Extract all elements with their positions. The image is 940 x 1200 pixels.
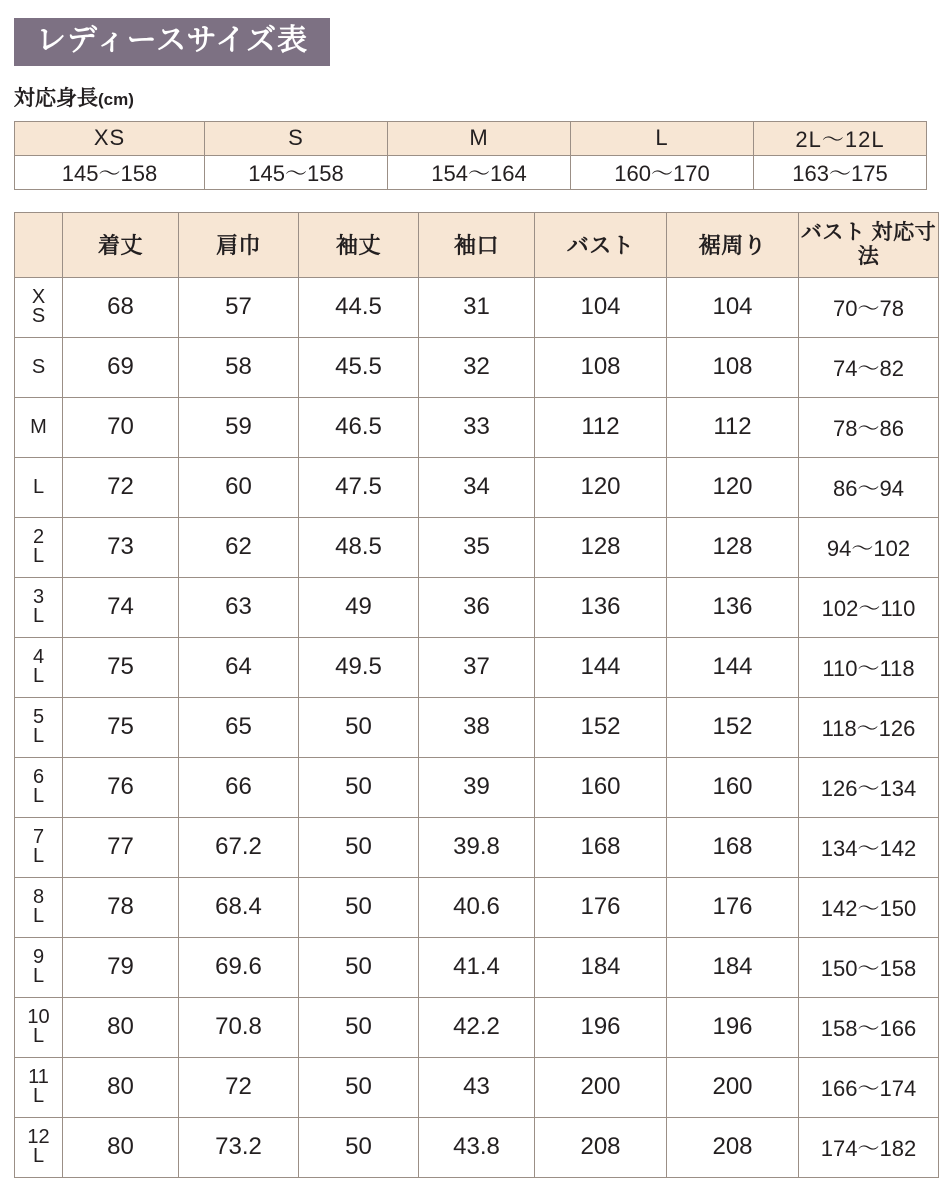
size-line-1: S bbox=[31, 355, 46, 378]
cell-cuff: 40.6 bbox=[419, 877, 535, 937]
row-header-size bbox=[15, 337, 63, 397]
table-row bbox=[15, 697, 939, 757]
height-value: 160〜170 bbox=[571, 155, 754, 189]
cell-dress-length: 76 bbox=[63, 757, 179, 817]
cell-cuff: 34 bbox=[419, 457, 535, 517]
row-header-size bbox=[15, 577, 63, 637]
cell-shoulder-width: 65 bbox=[179, 697, 299, 757]
size-line-2: L bbox=[32, 545, 45, 567]
size-line-1: 7 bbox=[32, 826, 45, 848]
cell-cuff: 39 bbox=[419, 757, 535, 817]
size-line-2: L bbox=[32, 845, 45, 867]
table-row bbox=[15, 817, 939, 877]
cell-bust-fit-range: 118〜126 bbox=[799, 697, 939, 757]
column-header-dress-length: 着丈 bbox=[63, 212, 179, 277]
table-row bbox=[15, 997, 939, 1057]
cell-sleeve-length: 50 bbox=[299, 997, 419, 1057]
size-line-1: 2 bbox=[32, 526, 45, 548]
cell-dress-length: 80 bbox=[63, 1117, 179, 1177]
cell-dress-length: 68 bbox=[63, 277, 179, 337]
height-value: 154〜164 bbox=[388, 155, 571, 189]
cell-bust: 144 bbox=[535, 637, 667, 697]
cell-hem: 176 bbox=[667, 877, 799, 937]
cell-bust-fit-range: 102〜110 bbox=[799, 577, 939, 637]
cell-shoulder-width: 60 bbox=[179, 457, 299, 517]
row-header-size bbox=[15, 997, 63, 1057]
size-line-1: 3 bbox=[32, 586, 45, 608]
size-line-2: L bbox=[32, 965, 45, 987]
height-col-header: XS bbox=[15, 121, 205, 155]
column-header-cuff: 袖口 bbox=[419, 212, 535, 277]
cell-sleeve-length: 45.5 bbox=[299, 337, 419, 397]
measurements-body bbox=[15, 277, 939, 1177]
height-col-header: S bbox=[205, 121, 388, 155]
height-value: 145〜158 bbox=[15, 155, 205, 189]
cell-cuff: 43 bbox=[419, 1057, 535, 1117]
cell-shoulder-width: 57 bbox=[179, 277, 299, 337]
cell-shoulder-width: 63 bbox=[179, 577, 299, 637]
cell-bust-fit-range: 142〜150 bbox=[799, 877, 939, 937]
height-table-header-row bbox=[15, 121, 927, 155]
bust-fit-line-1: バスト bbox=[800, 220, 866, 244]
cell-shoulder-width: 62 bbox=[179, 517, 299, 577]
cell-cuff: 38 bbox=[419, 697, 535, 757]
row-header-size bbox=[15, 757, 63, 817]
table-row bbox=[15, 1057, 939, 1117]
cell-cuff: 33 bbox=[419, 397, 535, 457]
cell-hem: 200 bbox=[667, 1057, 799, 1117]
cell-sleeve-length: 50 bbox=[299, 697, 419, 757]
cell-bust-fit-range: 166〜174 bbox=[799, 1057, 939, 1117]
size-line-2: L bbox=[32, 1025, 45, 1047]
cell-dress-length: 75 bbox=[63, 697, 179, 757]
height-label-unit: (cm) bbox=[98, 89, 134, 109]
table-row bbox=[15, 1117, 939, 1177]
cell-hem: 160 bbox=[667, 757, 799, 817]
cell-bust-fit-range: 150〜158 bbox=[799, 937, 939, 997]
cell-bust-fit-range: 78〜86 bbox=[799, 397, 939, 457]
row-header-size bbox=[15, 1057, 63, 1117]
row-header-size bbox=[15, 877, 63, 937]
size-line-1: 9 bbox=[32, 946, 45, 968]
cell-cuff: 43.8 bbox=[419, 1117, 535, 1177]
cell-shoulder-width: 64 bbox=[179, 637, 299, 697]
cell-cuff: 42.2 bbox=[419, 997, 535, 1057]
cell-bust: 112 bbox=[535, 397, 667, 457]
size-line-2: L bbox=[32, 725, 45, 747]
cell-bust: 176 bbox=[535, 877, 667, 937]
cell-bust-fit-range: 158〜166 bbox=[799, 997, 939, 1057]
cell-bust: 160 bbox=[535, 757, 667, 817]
size-line-2: L bbox=[32, 1085, 45, 1107]
cell-bust: 168 bbox=[535, 817, 667, 877]
cell-sleeve-length: 47.5 bbox=[299, 457, 419, 517]
cell-dress-length: 78 bbox=[63, 877, 179, 937]
cell-hem: 112 bbox=[667, 397, 799, 457]
cell-hem: 104 bbox=[667, 277, 799, 337]
cell-bust: 152 bbox=[535, 697, 667, 757]
cell-dress-length: 80 bbox=[63, 1057, 179, 1117]
measurements-table bbox=[14, 212, 939, 1178]
cell-dress-length: 69 bbox=[63, 337, 179, 397]
cell-hem: 168 bbox=[667, 817, 799, 877]
cell-hem: 152 bbox=[667, 697, 799, 757]
size-line-1: 4 bbox=[32, 646, 45, 668]
cell-bust-fit-range: 134〜142 bbox=[799, 817, 939, 877]
row-header-size bbox=[15, 457, 63, 517]
cell-bust: 200 bbox=[535, 1057, 667, 1117]
cell-hem: 184 bbox=[667, 937, 799, 997]
column-header-bust-fit bbox=[799, 212, 939, 277]
size-line-1: L bbox=[32, 475, 45, 498]
table-row bbox=[15, 337, 939, 397]
cell-shoulder-width: 67.2 bbox=[179, 817, 299, 877]
height-value: 145〜158 bbox=[205, 155, 388, 189]
table-row bbox=[15, 457, 939, 517]
cell-shoulder-width: 59 bbox=[179, 397, 299, 457]
size-line-1: 5 bbox=[32, 706, 45, 728]
size-line-1: M bbox=[30, 415, 47, 438]
cell-hem: 144 bbox=[667, 637, 799, 697]
measurements-header-row bbox=[15, 212, 939, 277]
cell-hem: 108 bbox=[667, 337, 799, 397]
size-line-1: 8 bbox=[32, 886, 45, 908]
size-line-2: L bbox=[32, 1145, 45, 1167]
cell-bust: 184 bbox=[535, 937, 667, 997]
bust-fit-line-2: 対応寸法 bbox=[857, 220, 937, 268]
column-header-sleeve-length: 袖丈 bbox=[299, 212, 419, 277]
cell-sleeve-length: 50 bbox=[299, 817, 419, 877]
cell-sleeve-length: 50 bbox=[299, 937, 419, 997]
height-col-header: 2L〜12L bbox=[754, 121, 927, 155]
cell-bust-fit-range: 70〜78 bbox=[799, 277, 939, 337]
size-line-1: 11 bbox=[28, 1066, 49, 1088]
height-col-header: L bbox=[571, 121, 754, 155]
cell-dress-length: 70 bbox=[63, 397, 179, 457]
size-line-2: L bbox=[32, 785, 45, 807]
height-col-header: M bbox=[388, 121, 571, 155]
column-header-shoulder-width: 肩巾 bbox=[179, 212, 299, 277]
cell-bust-fit-range: 174〜182 bbox=[799, 1117, 939, 1177]
cell-sleeve-length: 50 bbox=[299, 877, 419, 937]
cell-cuff: 41.4 bbox=[419, 937, 535, 997]
cell-shoulder-width: 58 bbox=[179, 337, 299, 397]
cell-bust: 120 bbox=[535, 457, 667, 517]
cell-cuff: 32 bbox=[419, 337, 535, 397]
cell-sleeve-length: 50 bbox=[299, 1057, 419, 1117]
cell-dress-length: 77 bbox=[63, 817, 179, 877]
table-row bbox=[15, 397, 939, 457]
cell-sleeve-length: 49 bbox=[299, 577, 419, 637]
cell-dress-length: 79 bbox=[63, 937, 179, 997]
column-header-hem: 裾周り bbox=[667, 212, 799, 277]
height-label-text: 対応身長 bbox=[14, 86, 98, 110]
size-line-1: 6 bbox=[32, 766, 45, 788]
cell-shoulder-width: 73.2 bbox=[179, 1117, 299, 1177]
cell-hem: 136 bbox=[667, 577, 799, 637]
cell-cuff: 39.8 bbox=[419, 817, 535, 877]
row-header-size bbox=[15, 937, 63, 997]
cell-cuff: 31 bbox=[419, 277, 535, 337]
height-value: 163〜175 bbox=[754, 155, 927, 189]
table-row bbox=[15, 637, 939, 697]
cell-sleeve-length: 44.5 bbox=[299, 277, 419, 337]
cell-dress-length: 74 bbox=[63, 577, 179, 637]
cell-sleeve-length: 50 bbox=[299, 757, 419, 817]
cell-bust: 196 bbox=[535, 997, 667, 1057]
cell-bust: 208 bbox=[535, 1117, 667, 1177]
row-header-size bbox=[15, 397, 63, 457]
size-line-2: L bbox=[32, 665, 45, 687]
row-header-size bbox=[15, 1117, 63, 1177]
table-corner-cell bbox=[15, 212, 63, 277]
table-row bbox=[15, 877, 939, 937]
height-table bbox=[14, 121, 927, 190]
size-line-1: X bbox=[31, 286, 46, 308]
cell-shoulder-width: 66 bbox=[179, 757, 299, 817]
cell-hem: 208 bbox=[667, 1117, 799, 1177]
cell-bust-fit-range: 74〜82 bbox=[799, 337, 939, 397]
cell-shoulder-width: 70.8 bbox=[179, 997, 299, 1057]
cell-dress-length: 75 bbox=[63, 637, 179, 697]
table-row bbox=[15, 937, 939, 997]
cell-dress-length: 80 bbox=[63, 997, 179, 1057]
cell-sleeve-length: 48.5 bbox=[299, 517, 419, 577]
column-header-bust: バスト bbox=[535, 212, 667, 277]
cell-bust: 136 bbox=[535, 577, 667, 637]
row-header-size bbox=[15, 817, 63, 877]
cell-hem: 120 bbox=[667, 457, 799, 517]
cell-shoulder-width: 68.4 bbox=[179, 877, 299, 937]
spec-table-wrapper bbox=[14, 212, 937, 1178]
cell-sleeve-length: 50 bbox=[299, 1117, 419, 1177]
page-title: レディースサイズ表 bbox=[14, 18, 330, 66]
cell-dress-length: 72 bbox=[63, 457, 179, 517]
table-row bbox=[15, 757, 939, 817]
size-line-2: S bbox=[31, 305, 46, 327]
cell-dress-length: 73 bbox=[63, 517, 179, 577]
row-header-size bbox=[15, 517, 63, 577]
height-table-row bbox=[15, 155, 927, 189]
height-section-label bbox=[14, 82, 926, 112]
cell-bust: 104 bbox=[535, 277, 667, 337]
cell-bust: 128 bbox=[535, 517, 667, 577]
cell-hem: 128 bbox=[667, 517, 799, 577]
row-header-size bbox=[15, 697, 63, 757]
cell-bust-fit-range: 110〜118 bbox=[799, 637, 939, 697]
cell-bust-fit-range: 86〜94 bbox=[799, 457, 939, 517]
cell-cuff: 36 bbox=[419, 577, 535, 637]
cell-sleeve-length: 49.5 bbox=[299, 637, 419, 697]
cell-cuff: 37 bbox=[419, 637, 535, 697]
cell-hem: 196 bbox=[667, 997, 799, 1057]
size-line-1: 12 bbox=[27, 1126, 50, 1148]
cell-cuff: 35 bbox=[419, 517, 535, 577]
table-row bbox=[15, 577, 939, 637]
size-line-2: L bbox=[32, 605, 45, 627]
cell-shoulder-width: 69.6 bbox=[179, 937, 299, 997]
cell-sleeve-length: 46.5 bbox=[299, 397, 419, 457]
size-line-2: L bbox=[32, 905, 45, 927]
cell-shoulder-width: 72 bbox=[179, 1057, 299, 1117]
row-header-size bbox=[15, 277, 63, 337]
row-header-size bbox=[15, 637, 63, 697]
cell-bust-fit-range: 94〜102 bbox=[799, 517, 939, 577]
size-line-1: 10 bbox=[27, 1006, 50, 1028]
cell-bust-fit-range: 126〜134 bbox=[799, 757, 939, 817]
cell-bust: 108 bbox=[535, 337, 667, 397]
table-row bbox=[15, 517, 939, 577]
table-row bbox=[15, 277, 939, 337]
